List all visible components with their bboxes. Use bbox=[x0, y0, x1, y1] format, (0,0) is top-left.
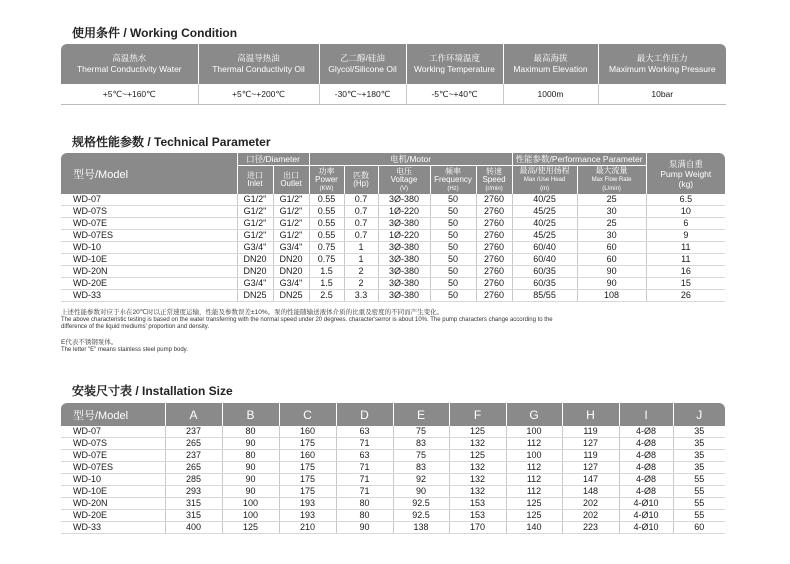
installation-size-cell: 71 bbox=[336, 462, 393, 474]
technical-parameter-cell: 0.7 bbox=[344, 218, 378, 230]
installation-size-cell: 90 bbox=[222, 486, 279, 498]
technical-parameter-row bbox=[61, 194, 725, 206]
installation-size-cell: 175 bbox=[279, 486, 336, 498]
installation-size-cell: 132 bbox=[449, 438, 506, 450]
technical-parameter-cell: G1/2" bbox=[237, 218, 273, 230]
installation-size-cell: 4-Ø8 bbox=[619, 474, 673, 486]
technical-parameter-cell: 0.55 bbox=[309, 206, 344, 218]
dimension-header: D bbox=[336, 403, 393, 426]
installation-size-cell: 60 bbox=[673, 522, 725, 534]
installation-size-body bbox=[61, 426, 725, 534]
technical-parameter-model-cell: WD-07ES bbox=[61, 230, 237, 242]
technical-parameter-model-cell: WD-20N bbox=[61, 266, 237, 278]
technical-parameter-model-cell: WD-10 bbox=[61, 242, 237, 254]
installation-size-cell: 315 bbox=[165, 498, 222, 510]
installation-size-cell: 35 bbox=[673, 426, 725, 438]
dimension-header: I bbox=[619, 403, 673, 426]
stainless-note-zh: E代表不锈钢泵体。 bbox=[61, 339, 118, 346]
installation-size-cell: 223 bbox=[562, 522, 619, 534]
technical-parameter-cell: G1/2" bbox=[273, 206, 309, 218]
head-header: 最高/使用扬程 Max /Use Head (m) bbox=[512, 166, 577, 195]
technical-parameter-row bbox=[61, 266, 725, 278]
technical-parameter-cell: 2760 bbox=[476, 290, 512, 302]
installation-size-cell: 202 bbox=[562, 510, 619, 522]
installation-size-cell: 100 bbox=[222, 498, 279, 510]
installation-size-cell: 35 bbox=[673, 438, 725, 450]
installation-size-cell: 4-Ø10 bbox=[619, 510, 673, 522]
installation-size-cell: 285 bbox=[165, 474, 222, 486]
technical-parameter-cell: 25 bbox=[577, 218, 646, 230]
installation-size-cell: 112 bbox=[506, 474, 562, 486]
installation-size-row bbox=[61, 438, 725, 450]
installation-size-row bbox=[61, 450, 725, 462]
technical-parameter-cell: 50 bbox=[430, 194, 476, 206]
installation-size-cell: 138 bbox=[393, 522, 449, 534]
installation-size-cell: 4-Ø10 bbox=[619, 498, 673, 510]
installation-size-cell: 92 bbox=[393, 474, 449, 486]
installation-size-title: 安装尺寸表 / Installation Size bbox=[72, 384, 233, 398]
installation-size-cell: 119 bbox=[562, 426, 619, 438]
installation-size-cell: 90 bbox=[336, 522, 393, 534]
installation-size-cell: 193 bbox=[279, 510, 336, 522]
performance-note-en-1: The above characteristic testing is based on the water transferring with the normal speed under 20 degrees. character'serror is about 10%. The pump characters change according to the bbox=[61, 317, 553, 323]
speed-header: 转速 Speed (r/min) bbox=[476, 166, 512, 195]
technical-parameter-cell: 45/25 bbox=[512, 206, 577, 218]
installation-size-cell: 75 bbox=[393, 450, 449, 462]
technical-parameter-cell: 3Ø-380 bbox=[378, 242, 430, 254]
dimension-header: H bbox=[562, 403, 619, 426]
installation-size-cell: 63 bbox=[336, 450, 393, 462]
technical-parameter-cell: 0.75 bbox=[309, 242, 344, 254]
technical-parameter-cell: 0.55 bbox=[309, 218, 344, 230]
installation-size-cell: 170 bbox=[449, 522, 506, 534]
installation-model-header: 型号/Model bbox=[61, 403, 165, 426]
flow-header: 最大流量 Max Flow Rate (L/min) bbox=[577, 166, 646, 195]
technical-parameter-row bbox=[61, 206, 725, 218]
technical-parameter-row bbox=[61, 242, 725, 254]
technical-parameter-cell: 45/25 bbox=[512, 230, 577, 242]
installation-size-cell: 83 bbox=[393, 462, 449, 474]
installation-size-cell: 132 bbox=[449, 486, 506, 498]
technical-parameter-cell: 2760 bbox=[476, 194, 512, 206]
technical-parameter-cell: 25 bbox=[577, 194, 646, 206]
technical-parameter-cell: 3Ø-380 bbox=[378, 218, 430, 230]
installation-size-cell: 100 bbox=[506, 426, 562, 438]
working-condition-header-row bbox=[61, 44, 726, 84]
installation-size-cell: 55 bbox=[673, 510, 725, 522]
installation-size-cell: 175 bbox=[279, 462, 336, 474]
technical-parameter-cell: 50 bbox=[430, 230, 476, 242]
technical-parameter-model-cell: WD-10E bbox=[61, 254, 237, 266]
technical-parameter-cell: DN25 bbox=[237, 290, 273, 302]
installation-size-cell: 153 bbox=[449, 498, 506, 510]
installation-size-cell: 125 bbox=[449, 450, 506, 462]
installation-size-model-cell: WD-20N bbox=[61, 498, 165, 510]
technical-parameter-cell: 1.5 bbox=[309, 266, 344, 278]
technical-parameter-cell: DN20 bbox=[273, 266, 309, 278]
power-header: 功率 Power (KW) bbox=[309, 166, 344, 195]
technical-parameter-cell: 2.5 bbox=[309, 290, 344, 302]
installation-size-cell: 35 bbox=[673, 450, 725, 462]
technical-parameter-cell: G1/2" bbox=[273, 194, 309, 206]
technical-parameter-cell: 50 bbox=[430, 218, 476, 230]
installation-size-cell: 4-Ø8 bbox=[619, 426, 673, 438]
header-max-elevation: 最高海拔 Maximum Elevation bbox=[503, 44, 598, 84]
technical-parameter-cell: 15 bbox=[646, 278, 725, 290]
installation-size-cell: 265 bbox=[165, 438, 222, 450]
technical-parameter-cell: 1 bbox=[344, 242, 378, 254]
technical-parameter-cell: G1/2" bbox=[237, 230, 273, 242]
technical-parameter-cell: 11 bbox=[646, 254, 725, 266]
technical-parameter-cell: G3/4" bbox=[237, 242, 273, 254]
technical-parameter-cell: 3Ø-380 bbox=[378, 194, 430, 206]
installation-size-row bbox=[61, 510, 725, 522]
technical-parameter-cell: 30 bbox=[577, 206, 646, 218]
installation-size-cell: 63 bbox=[336, 426, 393, 438]
technical-parameter-cell: 0.7 bbox=[344, 230, 378, 242]
installation-size-cell: 80 bbox=[222, 450, 279, 462]
installation-size-cell: 160 bbox=[279, 450, 336, 462]
installation-size-row bbox=[61, 426, 725, 438]
dimension-header: C bbox=[279, 403, 336, 426]
technical-parameter-cell: 60/40 bbox=[512, 242, 577, 254]
motor-group-header: 电机/Motor bbox=[309, 153, 512, 166]
technical-parameter-cell: 3Ø-380 bbox=[378, 254, 430, 266]
installation-size-row bbox=[61, 474, 725, 486]
installation-size-cell: 100 bbox=[506, 450, 562, 462]
installation-size-cell: 127 bbox=[562, 438, 619, 450]
technical-parameter-cell: 2760 bbox=[476, 266, 512, 278]
diameter-group-header: 口径/Diameter bbox=[237, 153, 309, 166]
installation-size-cell: 119 bbox=[562, 450, 619, 462]
technical-parameter-cell: 11 bbox=[646, 242, 725, 254]
technical-parameter-cell: 60/35 bbox=[512, 278, 577, 290]
value-max-elevation: 1000m bbox=[503, 84, 598, 105]
dimension-header: J bbox=[673, 403, 725, 426]
technical-parameter-cell: 2760 bbox=[476, 218, 512, 230]
header-working-temperature: 工作环境温度 Working Temperature bbox=[406, 44, 503, 84]
inlet-header: 进口 Inlet bbox=[237, 166, 273, 195]
installation-size-cell: 153 bbox=[449, 510, 506, 522]
installation-size-model-cell: WD-07ES bbox=[61, 462, 165, 474]
technical-parameter-cell: 60 bbox=[577, 242, 646, 254]
installation-size-cell: 90 bbox=[222, 438, 279, 450]
installation-size-row bbox=[61, 498, 725, 510]
technical-parameter-row bbox=[61, 290, 725, 302]
installation-size-cell: 71 bbox=[336, 438, 393, 450]
technical-parameter-row bbox=[61, 218, 725, 230]
installation-size-model-cell: WD-07 bbox=[61, 426, 165, 438]
technical-parameter-model-cell: WD-07S bbox=[61, 206, 237, 218]
installation-size-cell: 237 bbox=[165, 450, 222, 462]
value-glycol: -30℃~+180℃ bbox=[319, 84, 406, 105]
technical-parameter-cell: G1/2" bbox=[273, 230, 309, 242]
technical-parameter-cell: 40/25 bbox=[512, 194, 577, 206]
installation-size-cell: 4-Ø8 bbox=[619, 450, 673, 462]
technical-parameter-title: 规格性能参数 / Technical Parameter bbox=[72, 135, 271, 149]
installation-size-row bbox=[61, 462, 725, 474]
stainless-note-en: The letter "E" means stainless steel pump body. bbox=[61, 347, 188, 353]
installation-size-cell: 125 bbox=[506, 510, 562, 522]
installation-size-cell: 71 bbox=[336, 474, 393, 486]
technical-parameter-cell: 60 bbox=[577, 254, 646, 266]
technical-parameter-cell: DN25 bbox=[273, 290, 309, 302]
technical-parameter-cell: 40/25 bbox=[512, 218, 577, 230]
installation-size-model-cell: WD-10E bbox=[61, 486, 165, 498]
horsepower-header: 匹数 (Hp) bbox=[344, 166, 378, 195]
technical-parameter-cell: 1.5 bbox=[309, 278, 344, 290]
installation-size-cell: 400 bbox=[165, 522, 222, 534]
technical-parameter-cell: 3Ø-380 bbox=[378, 290, 430, 302]
technical-parameter-cell: 90 bbox=[577, 266, 646, 278]
working-condition-values-row bbox=[61, 84, 726, 105]
installation-size-cell: 193 bbox=[279, 498, 336, 510]
technical-parameter-cell: 10 bbox=[646, 206, 725, 218]
technical-parameter-cell: G3/4" bbox=[273, 242, 309, 254]
installation-size-cell: 55 bbox=[673, 498, 725, 510]
technical-parameter-cell: DN20 bbox=[237, 254, 273, 266]
technical-parameter-cell: 1 bbox=[344, 254, 378, 266]
technical-parameter-cell: 60/35 bbox=[512, 266, 577, 278]
installation-size-cell: 315 bbox=[165, 510, 222, 522]
installation-size-cell: 90 bbox=[393, 486, 449, 498]
technical-parameter-cell: 2760 bbox=[476, 242, 512, 254]
installation-size-cell: 125 bbox=[506, 498, 562, 510]
technical-parameter-cell: G1/2" bbox=[237, 194, 273, 206]
technical-parameter-cell: 30 bbox=[577, 230, 646, 242]
installation-size-cell: 125 bbox=[449, 426, 506, 438]
installation-size-row bbox=[61, 522, 725, 534]
installation-size-cell: 265 bbox=[165, 462, 222, 474]
dimension-header: E bbox=[393, 403, 449, 426]
installation-size-table bbox=[61, 403, 725, 534]
installation-size-row bbox=[61, 486, 725, 498]
installation-size-header-row bbox=[61, 403, 725, 426]
installation-size-model-cell: WD-07S bbox=[61, 438, 165, 450]
technical-parameter-cell: 90 bbox=[577, 278, 646, 290]
working-condition-title: 使用条件 / Working Condition bbox=[72, 26, 238, 40]
header-water: 高温热水 Thermal Conductivity Water bbox=[61, 44, 198, 84]
installation-size-cell: 112 bbox=[506, 486, 562, 498]
installation-size-model-cell: WD-10 bbox=[61, 474, 165, 486]
technical-parameter-model-cell: WD-07E bbox=[61, 218, 237, 230]
installation-size-cell: 132 bbox=[449, 462, 506, 474]
dimension-header: B bbox=[222, 403, 279, 426]
installation-size-cell: 100 bbox=[222, 510, 279, 522]
installation-size-cell: 175 bbox=[279, 474, 336, 486]
performance-note-en-2: difference of the liquid mediums' proportion and density. bbox=[61, 324, 210, 330]
installation-size-cell: 127 bbox=[562, 462, 619, 474]
technical-parameter-cell: 50 bbox=[430, 290, 476, 302]
voltage-header: 电压 Voltage (V) bbox=[378, 166, 430, 195]
technical-parameter-body bbox=[61, 194, 725, 302]
technical-parameter-cell: 1Ø-220 bbox=[378, 230, 430, 242]
technical-parameter-table bbox=[61, 153, 725, 302]
installation-size-cell: 80 bbox=[336, 498, 393, 510]
installation-size-cell: 140 bbox=[506, 522, 562, 534]
installation-size-cell: 71 bbox=[336, 486, 393, 498]
installation-size-cell: 75 bbox=[393, 426, 449, 438]
technical-parameter-cell: 3Ø-380 bbox=[378, 266, 430, 278]
installation-size-cell: 132 bbox=[449, 474, 506, 486]
installation-size-cell: 83 bbox=[393, 438, 449, 450]
installation-size-cell: 4-Ø10 bbox=[619, 522, 673, 534]
technical-parameter-cell: 6 bbox=[646, 218, 725, 230]
working-condition-table bbox=[61, 44, 726, 105]
installation-size-cell: 92.5 bbox=[393, 510, 449, 522]
technical-parameter-cell: DN20 bbox=[273, 254, 309, 266]
technical-parameter-cell: 2 bbox=[344, 278, 378, 290]
technical-parameter-cell: G3/4" bbox=[237, 278, 273, 290]
technical-parameter-cell: 85/55 bbox=[512, 290, 577, 302]
installation-size-cell: 90 bbox=[222, 462, 279, 474]
installation-size-cell: 147 bbox=[562, 474, 619, 486]
dimension-header: G bbox=[506, 403, 562, 426]
technical-parameter-cell: 2760 bbox=[476, 230, 512, 242]
technical-parameter-cell: G3/4" bbox=[273, 278, 309, 290]
value-water: +5℃~+160℃ bbox=[61, 84, 198, 105]
technical-parameter-model-cell: WD-07 bbox=[61, 194, 237, 206]
model-header: 型号/Model bbox=[61, 153, 237, 194]
technical-parameter-model-cell: WD-33 bbox=[61, 290, 237, 302]
installation-size-cell: 80 bbox=[222, 426, 279, 438]
technical-parameter-row bbox=[61, 230, 725, 242]
technical-parameter-cell: 2760 bbox=[476, 278, 512, 290]
installation-size-cell: 35 bbox=[673, 462, 725, 474]
dimension-header: A bbox=[165, 403, 222, 426]
installation-size-cell: 4-Ø8 bbox=[619, 438, 673, 450]
installation-size-cell: 160 bbox=[279, 426, 336, 438]
technical-parameter-cell: 0.7 bbox=[344, 206, 378, 218]
value-oil: +5℃~+200℃ bbox=[198, 84, 319, 105]
installation-size-cell: 125 bbox=[222, 522, 279, 534]
technical-parameter-row bbox=[61, 278, 725, 290]
technical-parameter-cell: 1Ø-220 bbox=[378, 206, 430, 218]
installation-size-model-cell: WD-07E bbox=[61, 450, 165, 462]
installation-size-cell: 4-Ø8 bbox=[619, 462, 673, 474]
header-oil: 高温导热油 Thermal Conductivity Oil bbox=[198, 44, 319, 84]
installation-size-cell: 90 bbox=[222, 474, 279, 486]
technical-parameter-cell: 2 bbox=[344, 266, 378, 278]
technical-parameter-row bbox=[61, 254, 725, 266]
installation-size-cell: 210 bbox=[279, 522, 336, 534]
technical-parameter-cell: 3Ø-380 bbox=[378, 278, 430, 290]
installation-size-cell: 55 bbox=[673, 486, 725, 498]
installation-size-cell: 92.5 bbox=[393, 498, 449, 510]
technical-parameter-cell: 2760 bbox=[476, 206, 512, 218]
technical-parameter-cell: 50 bbox=[430, 278, 476, 290]
technical-parameter-cell: 9 bbox=[646, 230, 725, 242]
installation-size-cell: 202 bbox=[562, 498, 619, 510]
header-max-pressure: 最大工作压力 Maximum Working Pressure bbox=[598, 44, 726, 84]
technical-parameter-cell: 60/40 bbox=[512, 254, 577, 266]
technical-parameter-cell: 0.75 bbox=[309, 254, 344, 266]
technical-parameter-cell: G1/2" bbox=[237, 206, 273, 218]
technical-parameter-cell: 3.3 bbox=[344, 290, 378, 302]
outlet-header: 出口 Outlet bbox=[273, 166, 309, 195]
installation-size-cell: 175 bbox=[279, 438, 336, 450]
installation-size-cell: 4-Ø8 bbox=[619, 486, 673, 498]
performance-group-header: 性能参数/Performance Parameter bbox=[512, 153, 646, 166]
value-max-pressure: 10bar bbox=[598, 84, 726, 105]
installation-size-cell: 293 bbox=[165, 486, 222, 498]
technical-parameter-cell: 50 bbox=[430, 254, 476, 266]
technical-parameter-cell: 50 bbox=[430, 206, 476, 218]
installation-size-cell: 112 bbox=[506, 462, 562, 474]
pump-weight-header: 泵满自重 Pump Weight (kg) bbox=[646, 153, 725, 194]
installation-size-cell: 148 bbox=[562, 486, 619, 498]
technical-parameter-cell: 6.5 bbox=[646, 194, 725, 206]
installation-size-model-cell: WD-20E bbox=[61, 510, 165, 522]
technical-parameter-model-cell: WD-20E bbox=[61, 278, 237, 290]
header-glycol: 乙二醇/硅油 Glycol/Silicone Oil bbox=[319, 44, 406, 84]
frequency-header: 频率 Frequency (Hz) bbox=[430, 166, 476, 195]
value-working-temperature: -5℃~+40℃ bbox=[406, 84, 503, 105]
installation-size-cell: 80 bbox=[336, 510, 393, 522]
technical-parameter-cell: 0.7 bbox=[344, 194, 378, 206]
technical-parameter-cell: 108 bbox=[577, 290, 646, 302]
installation-size-cell: 55 bbox=[673, 474, 725, 486]
performance-note-zh: 上述性能参数对应于水在20℃时以正常速度运输，性能及参数误差±10%。泵的性能随输送液体介质的比重及密度的不同而产生变化。 bbox=[61, 309, 444, 316]
technical-parameter-cell: G1/2" bbox=[273, 218, 309, 230]
technical-parameter-cell: 16 bbox=[646, 266, 725, 278]
installation-size-model-cell: WD-33 bbox=[61, 522, 165, 534]
installation-size-cell: 112 bbox=[506, 438, 562, 450]
technical-parameter-group-row bbox=[61, 153, 725, 166]
technical-parameter-cell: 50 bbox=[430, 242, 476, 254]
technical-parameter-cell: 26 bbox=[646, 290, 725, 302]
technical-parameter-cell: 0.55 bbox=[309, 230, 344, 242]
dimension-header: F bbox=[449, 403, 506, 426]
installation-size-cell: 237 bbox=[165, 426, 222, 438]
technical-parameter-cell: 2760 bbox=[476, 254, 512, 266]
technical-parameter-cell: DN20 bbox=[237, 266, 273, 278]
technical-parameter-cell: 50 bbox=[430, 266, 476, 278]
technical-parameter-cell: 0.55 bbox=[309, 194, 344, 206]
